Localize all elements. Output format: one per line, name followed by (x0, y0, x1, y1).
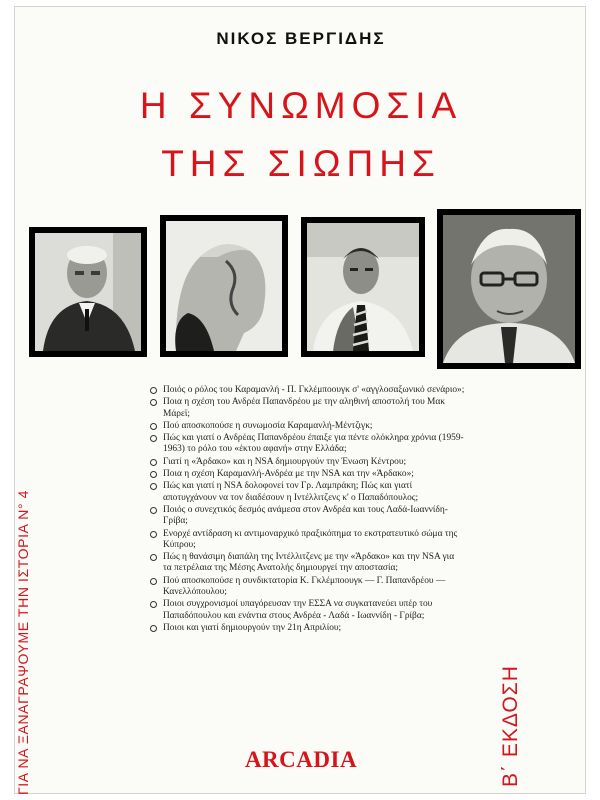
contents-item-text: Ποιός ο ρόλος του Καραμανλή - Π. Γκλέμποουγκ σ' «αγγλοσαξωνικό σενάριο»; (163, 385, 465, 395)
list-item (150, 529, 465, 552)
list-item (150, 421, 465, 432)
contents-item-text: Ποιός ο συνεχτικός δεσμός ανάμεσα στον Ανδρέα και τους Λαδά-Ιωαννίδη-Γρίβα; (163, 504, 448, 527)
list-item (150, 385, 465, 396)
list-item (150, 552, 465, 575)
portrait-photo-3 (301, 217, 425, 357)
contents-item-text: Ενορχέ αντίδραση κι αντιμοναρχικό πραξικόπημα το εκστρατευτικό σώμα της Κύπρου; (163, 528, 458, 550)
portrait-photo-2 (160, 215, 288, 357)
contents-item-text: Γιατί η «Άρδακο» και η NSA δημιουργούν την Ένωση Κέντρου; (163, 456, 407, 467)
bullet-circle-icon (150, 601, 157, 608)
bullet-circle-icon (150, 459, 157, 466)
contents-item-text: Πού αποσκοπούσε η συνδικτατορία Κ. Γκλέμποουγκ — Γ. Παπανδρέου — Κανελλόπουλου; (163, 575, 446, 598)
book-title-line-2: ΤΗΣ ΣΙΩΠΗΣ (161, 143, 441, 184)
bullet-circle-icon (150, 423, 157, 430)
bullet-circle-icon (150, 483, 157, 490)
list-item (150, 457, 465, 468)
contents-item-text: Πώς και γιατί η NSA δολοφονεί τον Γρ. Λαμπράκη; Πώς και γιατί αποτυγχάνουν να τον διαδέσουν η Ιντέλλιτζενς κ' ο Παπαδόπουλος; (163, 481, 419, 503)
contents-item-text: Πού αποσκοπούσε η συνωμοσία Καραμανλή-Μέντζιγκ; (163, 420, 373, 431)
bullet-circle-icon (150, 625, 157, 632)
portrait-photo-1 (29, 227, 147, 357)
bullet-circle-icon (150, 435, 157, 442)
portrait-photo-4 (437, 209, 581, 369)
edition-label: Β΄ ΕΚΔΟΣΗ (499, 665, 522, 787)
series-label: ΓΙΑ ΝΑ ΞΑΝΑΓΡΑΨΟΥΜΕ ΤΗΝ ΙΣΤΟΡΙΑ Ν° 4 (15, 489, 31, 795)
list-item (150, 623, 465, 634)
list-item (150, 599, 465, 622)
list-item (150, 576, 465, 599)
contents-list (150, 385, 465, 635)
book-title-line-1: Η ΣΥΝΩΜΟΣΙΑ (139, 85, 463, 126)
list-item (150, 433, 465, 456)
contents-item-text: Ποια η σχέση του Ανδρέα Παπανδρέου με την αληθινή αποστολή του Μακ Μάρεϊ; (163, 397, 446, 419)
bullet-circle-icon (150, 531, 157, 538)
list-item (150, 397, 465, 420)
contents-item-text: Ποιοι και γιατί δημιουργούν την 21η Απριλίου; (163, 622, 342, 633)
bullet-circle-icon (150, 399, 157, 406)
bullet-circle-icon (150, 387, 157, 394)
author-name: ΝΙΚΟΣ ΒΕΡΓΙΔΗΣ (216, 29, 386, 48)
bullet-circle-icon (150, 471, 157, 478)
contents-item-text: Πώς και γιατί ο Ανδρέας Παπανδρέου έπαιξε για πέντε ολόκληρα χρόνια (1959-1963) το ρόλο του «έκτου αφανή» στην Ελλάδα; (163, 433, 464, 455)
bullet-circle-icon (150, 507, 157, 514)
bullet-circle-icon (150, 578, 157, 585)
list-item (150, 481, 465, 504)
bullet-circle-icon (150, 554, 157, 561)
list-item (150, 469, 465, 480)
publisher-name: ARCADIA (244, 747, 358, 772)
list-item (150, 505, 465, 528)
book-cover (14, 6, 586, 794)
contents-item-text: Πώς η θανάσιμη διαπάλη της Ιντέλλιτζενς με την «Άρδακο» και την NSA για τα πετρέλαια της Μέσης Ανατολής δημιουργεί την αποστασία; (163, 552, 455, 574)
contents-item-text: Ποια η σχέση Καραμανλή-Ανδρέα με την NSA και την «Άρδακο»; (163, 469, 414, 480)
portrait-strip (25, 207, 583, 382)
contents-item-text: Ποιοι συγχρονισμοί υπαγόρευσαν την ΕΣΣΑ να συγκατανεύει υπέρ του Παπαδόπουλου και ενάντια στους Ανδρέα - Λαδά - Ιωαννίδη - Γρίβα; (163, 599, 433, 621)
